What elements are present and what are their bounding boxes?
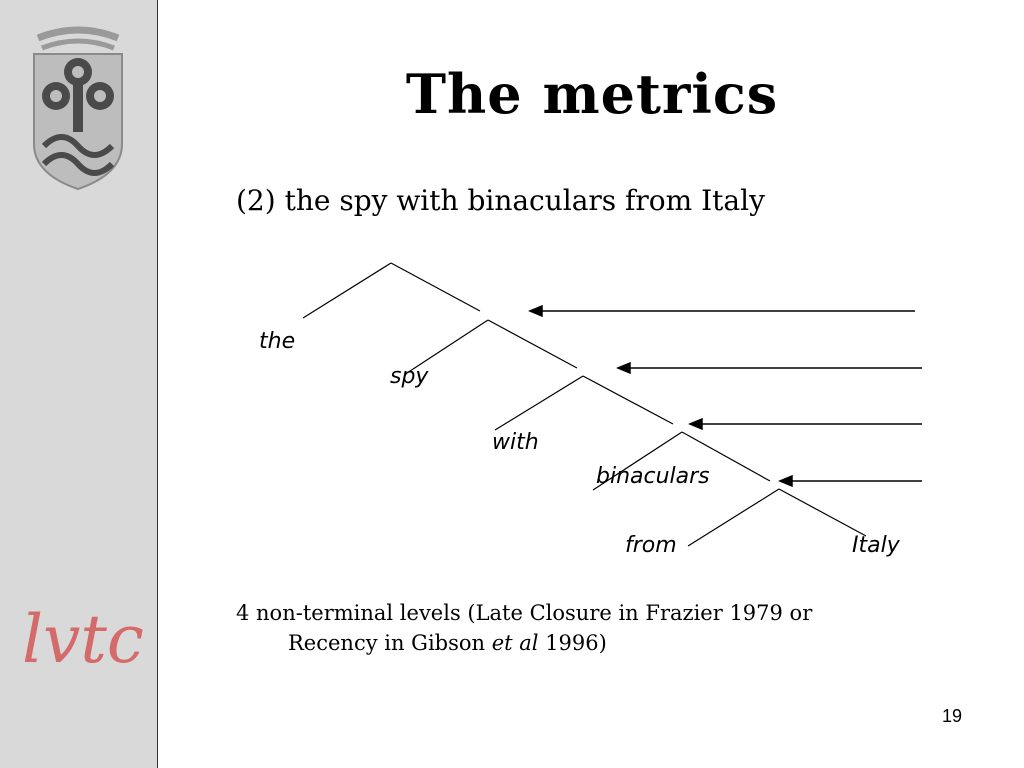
arrow-head (690, 419, 702, 429)
example-sentence: (2) the spy with binaculars from Italy (236, 184, 765, 217)
tree-word-binaculars: binaculars (596, 464, 710, 489)
tree-word-italy: Italy (852, 533, 900, 558)
tree-word-from: from (625, 533, 677, 558)
description-et-al: et al (491, 631, 539, 655)
description-line-2 (236, 628, 936, 658)
slide-title: The metrics (405, 62, 779, 126)
branch-line (495, 376, 583, 430)
branch-line (488, 320, 577, 368)
branch-line (688, 489, 779, 546)
logo-letters: lvtc (22, 601, 144, 676)
description-line-1: 4 non-terminal levels (Late Closure in Frazier 1979 or (236, 601, 813, 625)
tree-word-spy: spy (390, 364, 429, 389)
description-line-2-prefix: Recency in Gibson (288, 631, 492, 655)
branch-line (391, 263, 480, 311)
branch-line (303, 263, 391, 318)
arrow-head (618, 363, 630, 373)
arrow-head (780, 476, 792, 486)
arrow-head (530, 306, 542, 316)
branch-line (779, 489, 866, 536)
tree-word-the: the (259, 329, 296, 354)
description (236, 598, 936, 658)
branch-line (583, 376, 673, 424)
tree-word-with: with (492, 430, 539, 455)
description-line-2-suffix: 1996) (538, 631, 607, 655)
page-number: 19 (941, 706, 962, 726)
